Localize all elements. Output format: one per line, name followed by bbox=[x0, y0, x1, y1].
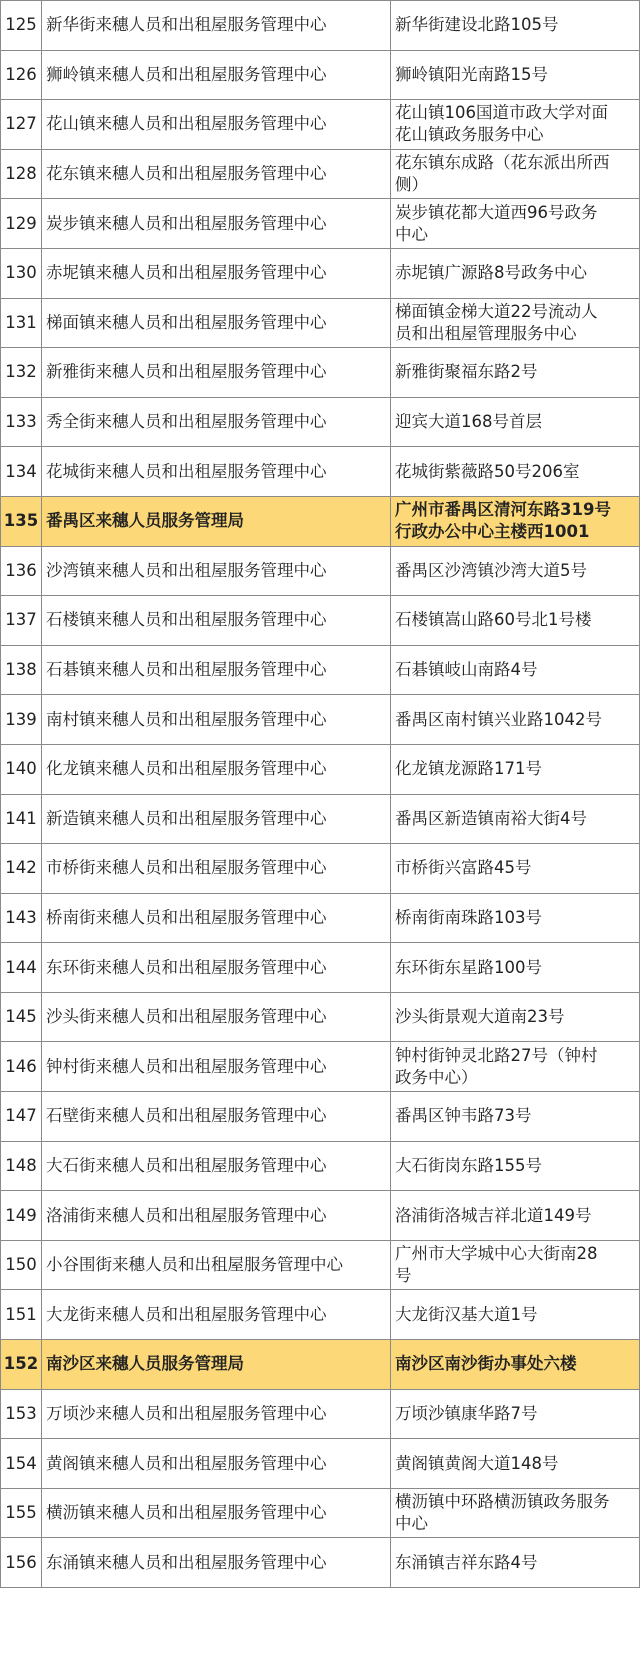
center-name: 番禺区来穗人员服务管理局 bbox=[42, 496, 391, 546]
center-address: 迎宾大道168号首层 bbox=[391, 397, 640, 447]
row-number: 146 bbox=[1, 1042, 42, 1092]
row-number: 132 bbox=[1, 348, 42, 398]
table-row bbox=[1, 992, 640, 1042]
center-name: 南沙区来穗人员服务管理局 bbox=[42, 1340, 391, 1390]
center-address: 花东镇东成路（花东派出所西 侧） bbox=[391, 149, 640, 199]
table-row bbox=[1, 348, 640, 398]
row-number: 128 bbox=[1, 149, 42, 199]
center-name: 沙湾镇来穗人员和出租屋服务管理中心 bbox=[42, 546, 391, 596]
center-address: 市桥街兴富路45号 bbox=[391, 844, 640, 894]
table-row-highlighted bbox=[1, 1340, 640, 1390]
row-number: 155 bbox=[1, 1488, 42, 1538]
row-number: 125 bbox=[1, 1, 42, 51]
center-address: 洛浦街洛城吉祥北道149号 bbox=[391, 1191, 640, 1241]
center-name: 横沥镇来穗人员和出租屋服务管理中心 bbox=[42, 1488, 391, 1538]
row-number: 130 bbox=[1, 248, 42, 298]
table-row bbox=[1, 844, 640, 894]
center-address: 大石街岗东路155号 bbox=[391, 1141, 640, 1191]
center-address: 新华街建设北路105号 bbox=[391, 1, 640, 51]
table-row bbox=[1, 893, 640, 943]
center-name: 化龙镇来穗人员和出租屋服务管理中心 bbox=[42, 744, 391, 794]
row-number: 140 bbox=[1, 744, 42, 794]
table-row bbox=[1, 1042, 640, 1092]
center-name: 石碁镇来穗人员和出租屋服务管理中心 bbox=[42, 645, 391, 695]
table-row bbox=[1, 596, 640, 646]
table-row bbox=[1, 546, 640, 596]
center-name: 狮岭镇来穗人员和出租屋服务管理中心 bbox=[42, 50, 391, 100]
row-number: 150 bbox=[1, 1240, 42, 1290]
row-number: 134 bbox=[1, 447, 42, 497]
row-number: 149 bbox=[1, 1191, 42, 1241]
center-name: 石楼镇来穗人员和出租屋服务管理中心 bbox=[42, 596, 391, 646]
center-name: 南村镇来穗人员和出租屋服务管理中心 bbox=[42, 695, 391, 745]
center-address: 番禺区沙湾镇沙湾大道5号 bbox=[391, 546, 640, 596]
center-name: 石壁街来穗人员和出租屋服务管理中心 bbox=[42, 1092, 391, 1142]
table-row bbox=[1, 248, 640, 298]
table-row bbox=[1, 794, 640, 844]
table-row bbox=[1, 744, 640, 794]
row-number: 136 bbox=[1, 546, 42, 596]
center-address: 化龙镇龙源路171号 bbox=[391, 744, 640, 794]
center-address: 石碁镇岐山南路4号 bbox=[391, 645, 640, 695]
center-address: 横沥镇中环路横沥镇政务服务 中心 bbox=[391, 1488, 640, 1538]
row-number: 137 bbox=[1, 596, 42, 646]
center-address: 梯面镇金梯大道22号流动人 员和出租屋管理服务中心 bbox=[391, 298, 640, 348]
row-number: 142 bbox=[1, 844, 42, 894]
center-name: 小谷围街来穗人员和出租屋服务管理中心 bbox=[42, 1240, 391, 1290]
center-address: 黄阁镇黄阁大道148号 bbox=[391, 1439, 640, 1489]
center-name: 沙头街来穗人员和出租屋服务管理中心 bbox=[42, 992, 391, 1042]
table-row bbox=[1, 1290, 640, 1340]
table-row bbox=[1, 199, 640, 249]
center-address: 花城街紫薇路50号206室 bbox=[391, 447, 640, 497]
center-address: 钟村街钟灵北路27号（钟村 政务中心） bbox=[391, 1042, 640, 1092]
row-number: 133 bbox=[1, 397, 42, 447]
center-name: 花山镇来穗人员和出租屋服务管理中心 bbox=[42, 100, 391, 150]
center-name: 新雅街来穗人员和出租屋服务管理中心 bbox=[42, 348, 391, 398]
table-row bbox=[1, 1439, 640, 1489]
row-number: 151 bbox=[1, 1290, 42, 1340]
row-number: 126 bbox=[1, 50, 42, 100]
center-name: 新造镇来穗人员和出租屋服务管理中心 bbox=[42, 794, 391, 844]
table-row bbox=[1, 298, 640, 348]
table-row bbox=[1, 645, 640, 695]
row-number: 141 bbox=[1, 794, 42, 844]
table-row bbox=[1, 100, 640, 150]
center-address: 花山镇106国道市政大学对面 花山镇政务服务中心 bbox=[391, 100, 640, 150]
center-address: 广州市大学城中心大街南28 号 bbox=[391, 1240, 640, 1290]
table-row bbox=[1, 50, 640, 100]
row-number: 153 bbox=[1, 1389, 42, 1439]
center-name: 新华街来穗人员和出租屋服务管理中心 bbox=[42, 1, 391, 51]
row-number: 135 bbox=[1, 496, 42, 546]
center-name: 东环街来穗人员和出租屋服务管理中心 bbox=[42, 943, 391, 993]
row-number: 154 bbox=[1, 1439, 42, 1489]
center-address: 桥南街南珠路103号 bbox=[391, 893, 640, 943]
center-address: 南沙区南沙街办事处六楼 bbox=[391, 1340, 640, 1390]
center-name: 桥南街来穗人员和出租屋服务管理中心 bbox=[42, 893, 391, 943]
table-row bbox=[1, 943, 640, 993]
row-number: 148 bbox=[1, 1141, 42, 1191]
center-name: 市桥街来穗人员和出租屋服务管理中心 bbox=[42, 844, 391, 894]
center-name: 梯面镇来穗人员和出租屋服务管理中心 bbox=[42, 298, 391, 348]
center-address: 广州市番禺区清河东路319号 行政办公中心主楼西1001 bbox=[391, 496, 640, 546]
table-row bbox=[1, 397, 640, 447]
row-number: 138 bbox=[1, 645, 42, 695]
center-address: 番禺区南村镇兴业路1042号 bbox=[391, 695, 640, 745]
table-row bbox=[1, 1488, 640, 1538]
table-row-highlighted bbox=[1, 496, 640, 546]
center-address: 番禺区新造镇南裕大街4号 bbox=[391, 794, 640, 844]
table-row bbox=[1, 1240, 640, 1290]
center-address: 东环街东星路100号 bbox=[391, 943, 640, 993]
center-address: 大龙街汉基大道1号 bbox=[391, 1290, 640, 1340]
center-address: 石楼镇嵩山路60号北1号楼 bbox=[391, 596, 640, 646]
table-row bbox=[1, 695, 640, 745]
center-name: 炭步镇来穗人员和出租屋服务管理中心 bbox=[42, 199, 391, 249]
row-number: 145 bbox=[1, 992, 42, 1042]
center-name: 花东镇来穗人员和出租屋服务管理中心 bbox=[42, 149, 391, 199]
row-number: 147 bbox=[1, 1092, 42, 1142]
center-name: 黄阁镇来穗人员和出租屋服务管理中心 bbox=[42, 1439, 391, 1489]
row-number: 152 bbox=[1, 1340, 42, 1390]
table-row bbox=[1, 149, 640, 199]
center-address: 炭步镇花都大道西96号政务 中心 bbox=[391, 199, 640, 249]
center-address: 狮岭镇阳光南路15号 bbox=[391, 50, 640, 100]
row-number: 139 bbox=[1, 695, 42, 745]
center-name: 花城街来穗人员和出租屋服务管理中心 bbox=[42, 447, 391, 497]
row-number: 129 bbox=[1, 199, 42, 249]
table-row bbox=[1, 1191, 640, 1241]
center-address: 番禺区钟韦路73号 bbox=[391, 1092, 640, 1142]
row-number: 156 bbox=[1, 1538, 42, 1588]
row-number: 131 bbox=[1, 298, 42, 348]
row-number: 144 bbox=[1, 943, 42, 993]
table-row bbox=[1, 447, 640, 497]
center-address: 沙头街景观大道南23号 bbox=[391, 992, 640, 1042]
center-name: 钟村街来穗人员和出租屋服务管理中心 bbox=[42, 1042, 391, 1092]
table-row bbox=[1, 1092, 640, 1142]
center-name: 大龙街来穗人员和出租屋服务管理中心 bbox=[42, 1290, 391, 1340]
center-name: 大石街来穗人员和出租屋服务管理中心 bbox=[42, 1141, 391, 1191]
center-address: 万顷沙镇康华路7号 bbox=[391, 1389, 640, 1439]
table-row bbox=[1, 1389, 640, 1439]
center-name: 秀全街来穗人员和出租屋服务管理中心 bbox=[42, 397, 391, 447]
row-number: 127 bbox=[1, 100, 42, 150]
center-address: 东涌镇吉祥东路4号 bbox=[391, 1538, 640, 1588]
center-address: 新雅街聚福东路2号 bbox=[391, 348, 640, 398]
center-address: 赤坭镇广源路8号政务中心 bbox=[391, 248, 640, 298]
center-name: 赤坭镇来穗人员和出租屋服务管理中心 bbox=[42, 248, 391, 298]
table-row bbox=[1, 1538, 640, 1588]
center-name: 东涌镇来穗人员和出租屋服务管理中心 bbox=[42, 1538, 391, 1588]
table-row bbox=[1, 1141, 640, 1191]
center-name: 洛浦街来穗人员和出租屋服务管理中心 bbox=[42, 1191, 391, 1241]
center-name: 万顷沙来穗人员和出租屋服务管理中心 bbox=[42, 1389, 391, 1439]
row-number: 143 bbox=[1, 893, 42, 943]
table-row bbox=[1, 1, 640, 51]
